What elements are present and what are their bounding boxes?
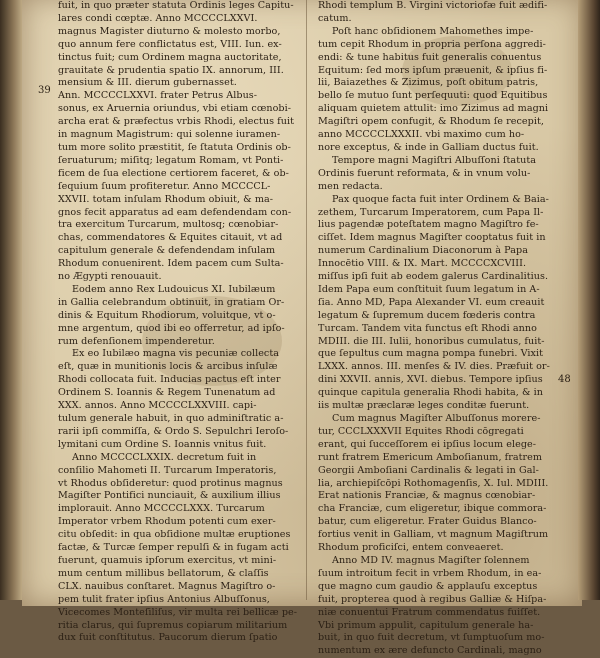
text-line: Cum magnus Magiſter Albuſſonus morere- [332,413,541,424]
text-line: Innocētio VIII. & IX. Mart. MCCCCXCVIII. [318,258,527,270]
text-line: fuit, propterea quod à regibus Galliæ & Hiſpa- [318,593,547,605]
text-line: tra exercitum Turcarum, multosq; cœnobiar- [58,219,279,231]
text-line: catum. [318,12,352,24]
text-line: runt fratrem Emericum Amboſianum, fratrem [318,451,543,463]
text-line: ſia. Anno MD, Papa Alexander VI. eum creauit [318,296,545,308]
text-line: ficem de ſua electione certiorem faceret, & ob- [58,167,289,179]
text-line: bello ſe mutuo ſunt perſequuti: quod Equitibus [318,90,548,102]
text-line: lii, Baiazethes & Zizimus, poſt obitum patris, [318,77,539,89]
text-line: lymitani cum Ordine S. Ioannis vnitus fuit. [58,438,267,450]
text-line: Vbi primum appulit, capitulum generale ha- [318,619,534,631]
column-divider [306,0,307,600]
text-line: aliquam quietem attulit: imo Zizimus ad magni [318,103,549,115]
text-line: ciſſet. Idem magnus Magiſter cooptatus fuit in [318,232,546,244]
text-line: XXX. annos. Anno MCCCCLXXVIII. capi- [58,400,257,412]
binding-shadow [0,0,24,600]
text-line: capitulum generale & defendendam inſulam [58,245,276,257]
text-line: grauitate & prudentia spatio IX. annorum, III. [58,64,284,76]
text-line: fuerunt, quamuis ipſorum exercitus, vt mini- [58,554,277,566]
text-line: que magno cum gaudio & applauſu exceptus [318,580,538,592]
text-line: buit, in quo fuit decretum, vt ſumptuoſum mo- [318,632,545,644]
text-line: ſequium ſuum profiteretur. Anno MCCCCL- [58,180,271,192]
text-line: Ann. MCCCCLXXVI. frater Petrus Albus- [58,90,258,102]
text-line: lares condi cœptæ. Anno MCCCCLXXVI. [58,12,258,24]
text-line: MDIII. die III. Iulii, honoribus cumulatus, fuit- [318,335,545,347]
text-line: batur, cum eligeretur. Frater Guidus Blanco- [318,516,537,528]
text-line: lia, archiepiſcōpi Rothomagenſis, X. Iul. MDIII. [318,477,549,489]
text-line: numentum ex ære defuncto Cardinali, magno [318,645,542,657]
text-line: mensium & III. dierum gubernasset. [58,77,237,89]
text-line: lius pagendæ poteſtatem magno Magiſtro fe- [318,219,539,231]
text-line: in Gallia celebrandum obtinuit, in gratiam Or- [58,296,285,308]
text-line: ſeruaturum; miſitq; legatum Romam, vt Ponti- [58,154,284,166]
text-line: Tempore magni Magiſtri Albuſſoni ſtatuta [332,154,537,166]
text-line: nore exceptus, & inde in Galliam ductus fuit. [318,141,539,153]
text-line: Anno MCCCCLXXIX. decretum fuit in [72,451,257,463]
page-edge-shadow [578,0,600,600]
text-line: Rhodi collocata fuit. Inducias pactus eſt inter [58,374,281,386]
text-line: tinctus fuit; cum Ordinem magna auctoritate, [58,51,282,63]
text-line: Poſt hanc obſidionem Mahomethes impe- [332,25,534,37]
text-line: pem tulit frater ipſius Antonius Albuſſonus, [58,593,270,605]
text-line: dini XXVII. annis, XVI. diebus. Tempore ipſius [318,374,543,386]
text-line: Ordinis fuerunt reformata, & in vnum volu- [318,167,531,179]
text-line: tum more solito præstitit, ſe ſtatuta Ordinis ob- [58,141,291,153]
text-line: factæ, & Turcæ ſemper repulſi & in fugam acti [58,542,289,554]
text-line: LXXX. annos. III. menſes & IV. dies. Præfuit or- [318,361,550,373]
text-line: chas, commendatores & Equites citauit, vt ad [58,232,283,244]
right-text-column [318,0,554,658]
text-line: rum defenſionem impenderetur. [58,335,215,347]
text-line: ritia clarus, qui ſupremus copiarum militarium [58,619,288,631]
text-line: ſuum introitum fecit in vrbem Rhodum, in ea- [318,567,542,579]
text-line: no Ægypti renouauit. [58,271,162,283]
text-line: Vicecomes Monteſiliſus, vir multa rei bellicæ pe- [58,606,298,618]
text-line: Idem Papa eum conſtituit ſuum legatum in A- [318,283,540,295]
text-line: sonus, ex Aruernia oriundus, vbi etiam cœnobi- [58,103,292,115]
text-line: implorauit. Anno MCCCCLXXX. Turcarum [58,503,265,515]
text-line: quinque capitula generalia Rhodi habita, & in [318,387,543,399]
text-line: niæ conuentui Fratrum commendatus fuiſſet. [318,606,541,618]
text-line: gnos fecit apparatus ad eam defendendam con- [58,206,292,218]
text-line: citu obſedit: in qua obſidione multæ eruptiones [58,529,291,541]
text-line: mne argentum, quod ibi eo offerretur, ad ipſo- [58,322,285,334]
text-line: magnus Magister diuturno & molesto morbo, [58,25,281,37]
text-line: conſilio Mahometi II. Turcarum Imperatoris, [58,464,277,476]
text-line: archa erat & præfectus vrbis Rhodi, electus fuit [58,116,294,128]
text-line: tum cepit Rhodum in propria perſona aggredi- [318,38,546,50]
text-line: zethem, Turcarum Imperatorem, cum Papa Il- [318,206,544,218]
text-line: erant, qui ſucceſſorem ei ipſius locum elege- [318,438,537,450]
text-line: Ordinem S. Ioannis & Regem Tunenatum ad [58,387,276,399]
text-line: anno MCCCCLXXXII. vbi maximo cum ho- [318,129,525,141]
text-line: Magiſter Pontifici nunciauit, & auxilium illius [58,490,281,502]
text-line: quo annum fere conflictatus est, VIII. Iun. ex- [58,38,282,50]
text-line: legatum & ſupremum ducem fœderis contra [318,309,536,321]
text-line: in magnum Magistrum: qui solenne iuramen- [58,129,281,141]
text-line: miſſus ipſi fuit ab eodem galerus Cardinalitius. [318,271,549,283]
text-line: fortius venit in Galliam, vt magnum Magiſtrum [318,529,549,541]
text-line: Magiſtri opem confugit, & Rhodum ſe recepit, [318,116,544,128]
text-line: fuit, in quo præter statuta Ordinis leges Capitu- [58,0,294,11]
margin-number-right: 48 [558,374,571,385]
text-line: que ſepultus cum magna pompa funebri. Vixit [318,348,543,360]
text-line: Eodem anno Rex Ludouicus XI. Iubilæum [72,283,276,295]
text-line: Rhodum conuenirent. Idem pacem cum Sulta- [58,258,284,270]
text-line: mum centum millibus bellatorum, & claſſis [58,567,269,579]
text-line: endi: & tune habitus fuit generalis conuentus [318,51,542,63]
text-line: numerum Cardinalium Diaconorum à Papa [318,245,528,257]
text-line: iis multæ præclaræ leges conditæ fuerunt. [318,400,530,412]
text-line: Pax quoque facta fuit inter Ordinem & Baia- [332,193,549,205]
text-line: Imperator vrbem Rhodum potenti cum exer- [58,516,276,528]
text-line: Rhodi templum B. Virgini victoriofæ fuit ædifi- [318,0,548,11]
text-line: CLX. nauibus conſtaret. Magnus Magiſtro o- [58,580,276,592]
text-line: tulum generale habuit, in quo adminiſtratic a- [58,413,284,424]
text-line: vt Rhodus obſideretur: quod protinus magnus [58,477,283,489]
text-line: rarii ipſi commiſſa, & Ordo S. Sepulchri Ieroſo- [58,425,289,437]
text-line: dux fuit conſtitutus. Paucorum dierum ſpatio [58,632,278,644]
text-line: Turcam. Tandem vita functus eſt Rhodi anno [318,322,537,334]
text-line: Anno MD IV. magnus Magiſter ſolennem [332,554,530,566]
text-line: Rhodum proficiſci, entem conveaeret. [318,542,504,554]
text-line: XXVII. totam inſulam Rhodum obiuit, & ma- [58,193,274,205]
text-line: cha Franciæ, cum eligeretur, ibique commora- [318,503,547,515]
text-line: men redacta. [318,180,383,192]
text-line: Georgii Amboſiani Cardinalis & legati in Gal- [318,464,539,476]
text-line: Erat nationis Franciæ, & magnus cœnobiar- [318,490,536,502]
text-line: tur, CCCLXXXVII Equites Rhodi cōgregati [318,425,524,437]
text-line: Equitum: ſed mors ipſum præuenit, & ipſius fi- [318,64,548,76]
text-line: Ex eo Iubilæo magna vis pecuniæ collecta [72,348,280,360]
left-text-column [58,0,296,645]
margin-number-left: 39 [38,85,51,96]
text-line: eſt, quæ in munitionis locis & arcibus inſulæ [58,361,278,373]
text-line: dinis & Equitum Rhodiorum, voluitque, vt o- [58,309,276,321]
